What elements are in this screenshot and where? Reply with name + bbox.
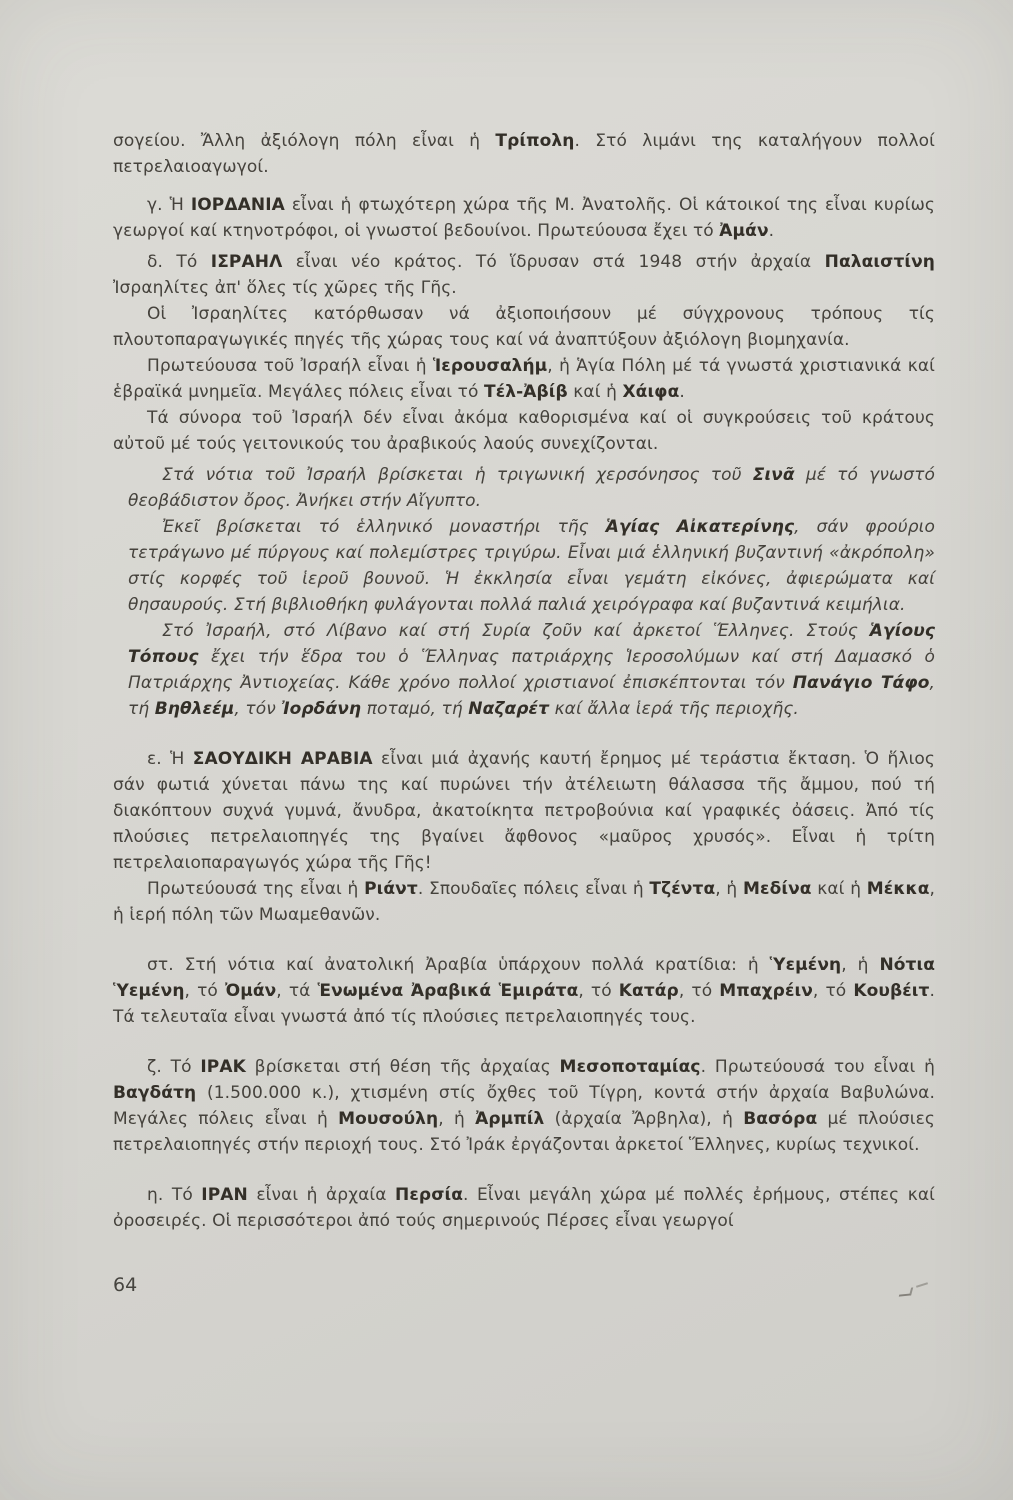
- text-run: Στά νότια τοῦ Ἰσραήλ βρίσκεται ἡ τριγωνική χερσόνησος τοῦ: [162, 465, 753, 485]
- bold-term: Βασόρα: [743, 1109, 818, 1129]
- bold-term: Μεδίνα: [742, 879, 812, 899]
- text-run: Ἰσραηλίτες ἀπ' ὅλες τίς χῶρες τῆς Γῆς.: [113, 278, 457, 298]
- text-run: , τό: [578, 981, 619, 1001]
- text-run: η. Τό: [147, 1185, 202, 1205]
- text-run: βρίσκεται στή θέση τῆς ἀρχαίας: [245, 1057, 560, 1077]
- text-run: καί ἄλλα ἱερά τῆς περιοχῆς.: [549, 699, 799, 719]
- bold-term: Σινᾶ: [752, 465, 795, 485]
- text-run: εἶναι ἡ ἀρχαία: [247, 1185, 396, 1205]
- text-run: Στό Ἰσραήλ, στό Λίβανο καί στή Συρία ζοῦν καί ἀρκετοί Ἕλληνες. Στούς: [162, 621, 870, 641]
- paragraph-saudi-cities: [113, 876, 935, 928]
- bold-term: Κατάρ: [618, 981, 679, 1001]
- text-run: καί ἡ: [567, 382, 623, 402]
- text-run: .: [768, 221, 775, 241]
- text-run: εἶναι ἡ φτωχότερη χώρα τῆς Μ. Ἀνατολῆς. Οἱ κάτοικοί της εἶναι κυρίως γεωργοί καί κτηνοτρόφοι, οἱ γνωστοί βεδουίνοι. Πρωτεύουσα ἔχει τό: [113, 195, 935, 241]
- text-run: , τό: [812, 981, 854, 1001]
- paragraph-sinai: [113, 462, 935, 514]
- text-run: Οἱ Ἰσραηλίτες κατόρθωσαν νά ἀξιοποιήσουν μέ σύγχρονους τρόπους τίς πλουτοπαραγωγικές πηγές τῆς χώρας τους καί νά ἀναπτύξουν ἀξιόλογη βιομηχανία.: [113, 304, 935, 350]
- text-run: εἶναι νέο κράτος. Τό ἵδρυσαν στά 1948 στήν ἀρχαία: [282, 252, 825, 272]
- bold-term: ΙΡΑΚ: [200, 1057, 246, 1077]
- text-run: . Πρωτεύουσά του εἶναι ἡ: [700, 1057, 936, 1077]
- paragraph-israel-capital: [113, 353, 935, 405]
- text-run: μέ πλούσιες πετρελαιοπηγές στήν περιοχή τους. Στό Ἰράκ ἐργάζονται ἀρκετοί Ἕλληνες, κυρίως τεχνικοί.: [113, 1109, 935, 1155]
- bold-term: Ἀρμπίλ: [475, 1109, 545, 1129]
- bold-term: ΙΣΡΑΗΛ: [210, 252, 283, 272]
- paragraph-israel-economy: [113, 301, 935, 353]
- text-run: , ἡ Ἁγία Πόλη μέ τά γνωστά χριστιανικά καί ἑβραϊκά μνημεῖα. Μεγάλες πόλεις εἶναι τό: [113, 356, 936, 402]
- text-run: (ἀρχαία Ἄρβηλα), ἡ: [544, 1109, 744, 1129]
- paragraph-saint-catherine: [113, 514, 935, 618]
- text-run: , τά: [276, 981, 318, 1001]
- bold-term: Ναζαρέτ: [468, 699, 550, 719]
- bold-term: Μέκκα: [866, 879, 930, 899]
- text-run: , τόν: [234, 699, 282, 719]
- bold-term: Ὀμάν: [224, 981, 277, 1001]
- bold-term: Ἁγίους Τόπους: [128, 621, 935, 667]
- page-number: 64: [113, 1274, 138, 1296]
- bold-term: Ἀμάν: [719, 221, 769, 241]
- bold-term: Ριάντ: [364, 879, 418, 899]
- text-run: .: [679, 382, 685, 402]
- bold-term: Πανάγιο Τάφο: [792, 673, 930, 693]
- text-run: Πρωτεύουσα τοῦ Ἰσραήλ εἶναι ἡ: [147, 356, 433, 376]
- text-run: ζ. Τό: [147, 1057, 201, 1077]
- text-run: Τά σύνορα τοῦ Ἰσραήλ δέν εἶναι ἀκόμα καθορισμένα καί οἱ συγκρούσεις τοῦ κράτους αὐτοῦ μέ τούς γειτονικούς του ἀραβικούς λαούς συνεχίζονται.: [113, 408, 935, 454]
- text-run: δ. Τό: [147, 252, 211, 272]
- text-run: . Στό λιμάνι της καταλήγουν πολλοί πετρελαιοαγωγοί.: [113, 131, 935, 177]
- text-run: . Τά τελευταῖα εἶναι γνωστά ἀπό τίς πλούσιες πετρελαιοπηγές τους.: [113, 981, 935, 1027]
- text-run: γ. Ἡ: [147, 195, 191, 215]
- bold-term: Μπαχρέιν: [719, 981, 813, 1001]
- bold-term: Ἰορδάνη: [281, 699, 362, 719]
- text-run: , τό: [184, 981, 225, 1001]
- bold-term: Ἑνωμένα Ἀραβικά Ἑμιράτα: [317, 981, 579, 1001]
- bold-term: ΙΟΡΔΑΝΙΑ: [190, 195, 285, 215]
- paragraph-arabian-states: [113, 952, 935, 1030]
- bold-term: Ἱερουσαλήμ: [432, 356, 548, 376]
- text-run: . Σπουδαῖες πόλεις εἶναι ἡ: [417, 879, 650, 899]
- paragraph-holy-places: [113, 618, 935, 722]
- text-run: , τή: [128, 673, 935, 719]
- text-run: , σάν φρούριο τετράγωνο μέ πύργους καί πολεμίστρες τριγύρω. Εἶναι μιά ἑλληνική βυζαντινή «ἀκρόπολη» στίς κορφές τοῦ ἱεροῦ βουνοῦ. Ἡ ἐκκλησία εἶναι γεμάτη εἰκόνες, ἀφιερώματα καί θησαυρούς. Στή βιβλιοθήκη φυλάγονται πολλά παλιά χειρόγραφα καί βυζαντινά κειμήλια.: [128, 517, 935, 615]
- bold-term: ΙΡΑΝ: [201, 1185, 248, 1205]
- paragraph-iran: [113, 1182, 935, 1234]
- text-run: , ἡ: [438, 1109, 476, 1129]
- text-run: , ἡ: [715, 879, 743, 899]
- bold-term: ΣΑΟΥΔΙΚΗ ΑΡΑΒΙΑ: [192, 749, 373, 769]
- text-run: στ. Στή νότια καί ἀνατολική Ἀραβία ὑπάρχουν πολλά κρατίδια: ἡ: [147, 955, 770, 975]
- text-run: ε. Ἡ: [147, 749, 193, 769]
- text-run: εἶναι μιά ἀχανής καυτή ἔρημος μέ τεράστια ἔκταση. Ὁ ἥλιος σάν φωτιά χύνεται πάνω της καί πυρώνει τήν ἀτέλειωτη θάλασσα τῆς ἄμμου, πού τή διακόπτουν συχνά γυμνά, ἄνυδρα, ἀκατοίκητα πετροβούνια καί γραφικές ὀάσεις. Ἀπό τίς πλούσιες πετρελαιοπηγές της βγαίνει ἄφθονος «μαῦρος χρυσός». Εἶναι ἡ τρίτη πετρελαιοπαραγωγός χώρα τῆς Γῆς!: [113, 749, 935, 873]
- text-run: , ἡ ἱερή πόλη τῶν Μωαμεθανῶν.: [113, 879, 935, 925]
- bold-term: Βηθλεέμ: [154, 699, 235, 719]
- text-run: ποταμό, τή: [361, 699, 469, 719]
- bold-term: Μεσοποταμίας: [559, 1057, 701, 1077]
- paragraph-israel-founding: [113, 249, 935, 301]
- paragraph-israel-borders: [113, 405, 935, 457]
- text-run: , τό: [678, 981, 720, 1001]
- bold-term: Μουσούλη: [338, 1109, 439, 1129]
- bold-term: Παλαιστίνη: [824, 252, 936, 272]
- paragraph-jordan: [113, 192, 935, 244]
- bold-term: Ὑεμένη: [769, 955, 842, 975]
- paragraph-saudi-arabia: [113, 746, 935, 876]
- bold-term: Χάιφα: [622, 382, 680, 402]
- bold-term: Νότια Ὑεμένη: [113, 955, 935, 1001]
- text-run: (1.500.000 κ.), χτισμένη στίς ὄχθες τοῦ Τίγρη, κοντά στήν ἀρχαία Βαβυλώνα. Μεγάλες πόλεις εἶναι ἡ: [113, 1083, 935, 1129]
- text-run: Ἐκεῖ βρίσκεται τό ἑλληνικό μοναστήρι τῆς: [162, 517, 606, 537]
- text-run: Πρωτεύουσά της εἶναι ἡ: [147, 879, 365, 899]
- bold-term: Βαγδάτη: [113, 1083, 197, 1103]
- text-run: ἔχει τήν ἕδρα του ὁ Ἕλληνας πατριάρχης Ἱεροσολύμων καί στή Δαμασκό ὁ Πατριάρχης Ἀντιοχείας. Κάθε χρόνο πολλοί χριστιανοί ἐπισκέπτονται τόν: [128, 647, 935, 693]
- bold-term: Τζέντα: [649, 879, 716, 899]
- text-run: σογείου. Ἄλλη ἀξιόλογη πόλη εἶναι ἡ: [113, 131, 496, 151]
- bold-term: Τέλ-Ἀβίβ: [484, 382, 568, 402]
- bold-term: Περσία: [395, 1185, 464, 1205]
- paragraph-tripoli-continuation: [113, 128, 935, 180]
- text-run: , ἡ: [841, 955, 880, 975]
- bold-term: Ἁγίας Αἰκατερίνης: [605, 517, 795, 537]
- text-run: μέ τό γνωστό θεοβάδιστον ὄρος. Ἀνήκει στήν Αἴγυπτο.: [128, 465, 935, 511]
- paragraph-iraq: [113, 1054, 935, 1158]
- bold-term: Κουβέιτ: [853, 981, 930, 1001]
- text-run: . Εἶναι μεγάλη χώρα μέ πολλές ἐρήμους, στέπες καί ὀροσειρές. Οἱ περισσότεροι ἀπό τούς σημερινούς Πέρσες εἶναι γεωργοί: [113, 1185, 935, 1231]
- bold-term: Τρίπολη: [495, 131, 575, 151]
- text-run: καί ἡ: [811, 879, 867, 899]
